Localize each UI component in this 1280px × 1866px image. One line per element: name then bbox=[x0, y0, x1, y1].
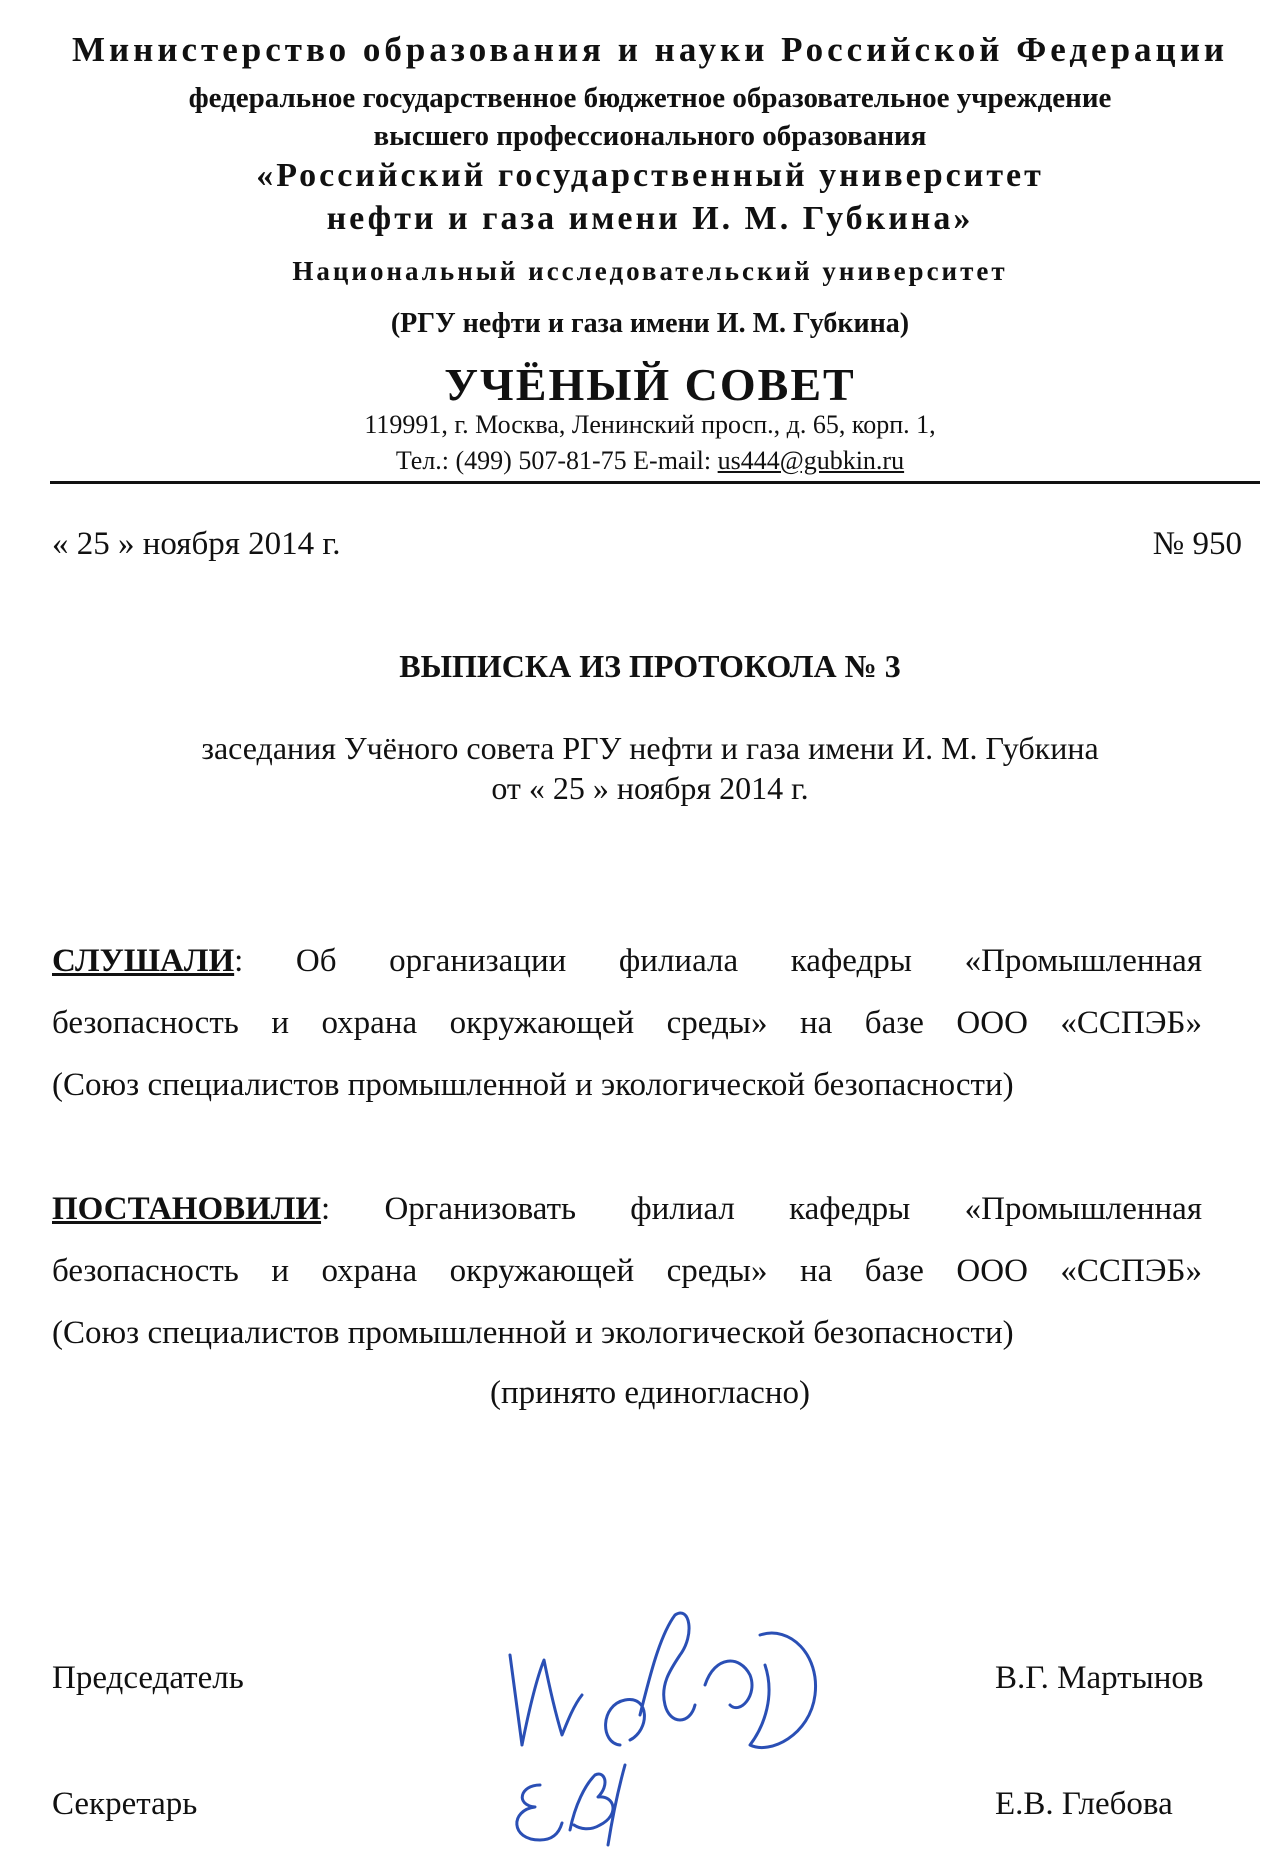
heard-line2: безопасность и охрана окружающей среды» на базе ООО «ССПЭБ» bbox=[52, 1005, 1202, 1041]
council-title: УЧЁНЫЙ СОВЕТ bbox=[444, 359, 856, 410]
secretary-role: Секретарь bbox=[52, 1786, 198, 1822]
education-level: высшего профессионального образования bbox=[373, 120, 927, 152]
heard-paragraph bbox=[52, 930, 1202, 1116]
secretary-name: Е.В. Глебова bbox=[995, 1786, 1173, 1822]
heard-keyword: СЛУШАЛИ bbox=[52, 943, 235, 979]
council-address: 119991, г. Москва, Ленинский просп., д. 65, корп. 1, bbox=[364, 410, 936, 439]
university-name-line2: нефти и газа имени И. М. Губкина» bbox=[326, 200, 974, 237]
document-subtitle-line2: от « 25 » ноября 2014 г. bbox=[491, 770, 809, 806]
university-status: Национальный исследовательский университет bbox=[292, 256, 1008, 286]
chair-name: В.Г. Мартынов bbox=[995, 1660, 1204, 1696]
email-link[interactable]: us444@gubkin.ru bbox=[717, 446, 905, 475]
resolved-line1-text: : Организовать филиал кафедры «Промышленная bbox=[321, 1191, 1202, 1227]
resolved-line3: (Союз специалистов промышленной и экологической безопасности) bbox=[52, 1315, 1014, 1351]
university-name-line1: «Российский государственный университет bbox=[256, 157, 1044, 194]
resolved-paragraph bbox=[52, 1178, 1202, 1364]
institution-type: федеральное государственное бюджетное образовательное учреждение bbox=[188, 82, 1112, 114]
heard-line3: (Союз специалистов промышленной и экологической безопасности) bbox=[52, 1067, 1014, 1103]
heard-line1-text: : Об организации филиала кафедры «Промышленная bbox=[234, 943, 1202, 979]
document-subtitle-line1: заседания Учёного совета РГУ нефти и газа имени И. М. Губкина bbox=[201, 730, 1099, 766]
phone-label: Тел.: (499) 507-81-75 E-mail: bbox=[395, 446, 718, 475]
document-date: « 25 » ноября 2014 г. bbox=[52, 526, 341, 562]
header-divider bbox=[50, 481, 1260, 484]
document-title: ВЫПИСКА ИЗ ПРОТОКОЛА № 3 bbox=[399, 648, 901, 684]
heard-line1 bbox=[52, 930, 1202, 992]
council-contacts bbox=[40, 446, 1260, 476]
resolved-line1 bbox=[52, 1178, 1202, 1240]
document-number: № 950 bbox=[1152, 526, 1242, 562]
resolved-keyword: ПОСТАНОВИЛИ bbox=[52, 1191, 322, 1227]
chair-role: Председатель bbox=[52, 1660, 244, 1696]
university-abbreviation: (РГУ нефти и газа имени И. М. Губкина) bbox=[390, 308, 910, 339]
ministry-name: Министерство образования и науки Российской Федерации bbox=[71, 30, 1229, 69]
secretary-signature-icon bbox=[500, 1745, 660, 1855]
vote-result: (принято единогласно) bbox=[490, 1375, 810, 1411]
resolved-line2: безопасность и охрана окружающей среды» на базе ООО «ССПЭБ» bbox=[52, 1253, 1202, 1289]
